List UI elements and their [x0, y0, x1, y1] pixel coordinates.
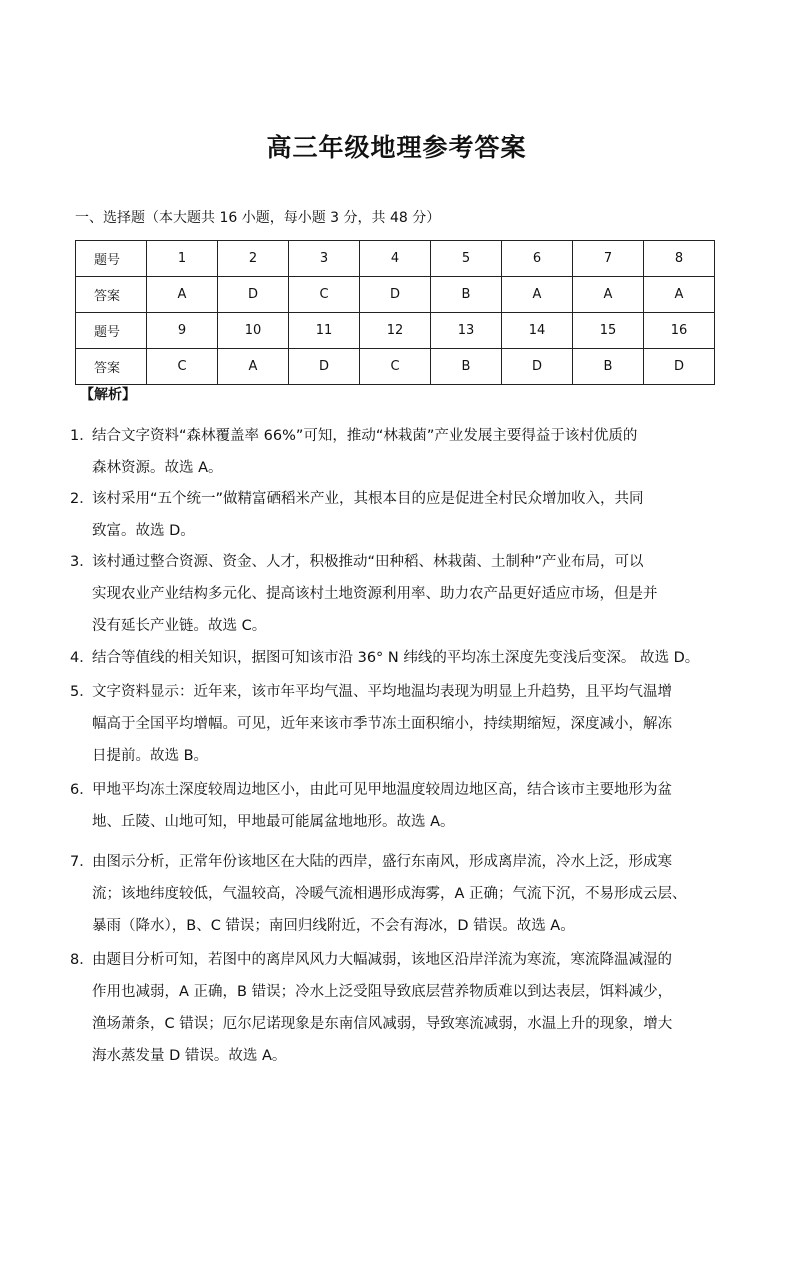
explanation-line: [70, 642, 735, 674]
page-title: 高三年级地理参考答案: [266, 133, 527, 162]
table-cell: 7: [573, 241, 644, 277]
line-text: 由题目分析可知，若图中的离岸风风力大幅减弱，该地区沿岸洋流为寒流，寒流降温减湿的: [92, 952, 672, 968]
line-text: 甲地平均冻土深度较周边地区小，由此可见甲地温度较周边地区高，结合该市主要地形为盆: [92, 782, 672, 798]
item-number: 5．: [70, 684, 94, 700]
item-number: 2．: [70, 491, 94, 507]
line-text: 没有延长产业链。故选 C。: [92, 618, 267, 634]
item-number: 7．: [70, 854, 94, 870]
row-label: 题号: [76, 241, 147, 277]
line-text: 结合等值线的相关知识，据图可知该市沿 36° N 纬线的平均冻土深度先变浅后变深。 故选 D。: [92, 650, 700, 666]
explanation-line: [70, 676, 735, 708]
table-cell: A: [218, 349, 289, 385]
line-text: 致富。故选 D。: [92, 523, 195, 539]
item-number: 6．: [70, 782, 94, 798]
table-row: [76, 277, 715, 313]
line-text: 该村采用“五个统一”做精富硒稻米产业，其根本目的应是促进全村民众增加收入，共同: [92, 491, 644, 507]
explanation-line: [70, 452, 735, 484]
line-text: 由图示分析，正常年份该地区在大陆的西岸，盛行东南风，形成离岸流，冷水上泛，形成寒: [92, 854, 672, 870]
explanation-item: [70, 774, 735, 838]
explanation-line: [70, 774, 735, 806]
table-cell: C: [147, 349, 218, 385]
table-cell: D: [289, 349, 360, 385]
table-cell: 8: [644, 241, 715, 277]
table-cell: 12: [360, 313, 431, 349]
table-cell: 5: [431, 241, 502, 277]
answer-table: [75, 240, 715, 385]
table-cell: C: [289, 277, 360, 313]
section-heading: 一、选择题（本大题共 16 小题，每小题 3 分，共 48 分）: [75, 210, 441, 226]
explanation-line: [70, 1008, 735, 1040]
explanation-item: [70, 546, 735, 642]
table-cell: D: [644, 349, 715, 385]
line-text: 日提前。故选 B。: [92, 748, 209, 764]
table-cell: A: [147, 277, 218, 313]
explanation-line: [70, 610, 735, 642]
table-cell: 1: [147, 241, 218, 277]
table-cell: B: [431, 349, 502, 385]
line-text: 流；该地纬度较低，气温较高，冷暖气流相遇形成海雾，A 正确；气流下沉，不易形成云层、: [92, 886, 687, 902]
explanation-line: [70, 420, 735, 452]
item-number: 1．: [70, 428, 94, 444]
table-cell: 9: [147, 313, 218, 349]
table-cell: A: [502, 277, 573, 313]
table-cell: C: [360, 349, 431, 385]
item-number: 8．: [70, 952, 94, 968]
table-cell: 16: [644, 313, 715, 349]
table-cell: D: [218, 277, 289, 313]
table-cell: 6: [502, 241, 573, 277]
explanation-item: [70, 642, 735, 674]
table-cell: B: [431, 277, 502, 313]
explanation-line: [70, 878, 735, 910]
line-text: 海水蒸发量 D 错误。故选 A。: [92, 1048, 287, 1064]
row-label: 答案: [76, 349, 147, 385]
explanation-line: [70, 515, 735, 547]
explanation-line: [70, 740, 735, 772]
line-text: 森林资源。故选 A。: [92, 460, 223, 476]
table-row: [76, 313, 715, 349]
line-text: 实现农业产业结构多元化、提高该村土地资源利用率、助力农产品更好适应市场，但是并: [92, 586, 658, 602]
table-cell: 4: [360, 241, 431, 277]
row-label: 答案: [76, 277, 147, 313]
explanation-item: [70, 944, 735, 1072]
item-number: 4．: [70, 650, 94, 666]
explanation-line: [70, 483, 735, 515]
explanation-item: [70, 676, 735, 772]
table-cell: A: [573, 277, 644, 313]
line-text: 作用也减弱，A 正确，B 错误；冷水上泛受阻导致底层营养物质难以到达表层，饵料减少，: [92, 984, 673, 1000]
explanation-line: [70, 578, 735, 610]
explanation-line: [70, 910, 735, 942]
line-text: 文字资料显示：近年来，该市年平均气温、平均地温均表现为明显上升趋势，且平均气温增: [92, 684, 672, 700]
explanation-item: [70, 846, 735, 942]
explanation-line: [70, 546, 735, 578]
explanation-line: [70, 1040, 735, 1072]
explanation-line: [70, 944, 735, 976]
table-cell: 15: [573, 313, 644, 349]
line-text: 该村通过整合资源、资金、人才，积极推动“田种稻、林栽菌、土制种”产业布局，可以: [92, 554, 644, 570]
table-cell: 10: [218, 313, 289, 349]
table-cell: 13: [431, 313, 502, 349]
explanation-line: [70, 846, 735, 878]
explanation-item: [70, 483, 735, 547]
line-text: 幅高于全国平均增幅。可见，近年来该市季节冻土面积缩小，持续期缩短，深度减小，解冻: [92, 716, 672, 732]
table-row: [76, 241, 715, 277]
line-text: 地、丘陵、山地可知，甲地最可能属盆地地形。故选 A。: [92, 814, 455, 830]
table-row: [76, 349, 715, 385]
explanation-item: [70, 420, 735, 484]
table-cell: 2: [218, 241, 289, 277]
table-cell: 11: [289, 313, 360, 349]
table-cell: D: [502, 349, 573, 385]
row-label: 题号: [76, 313, 147, 349]
analysis-heading: 【解析】: [80, 387, 136, 403]
explanation-line: [70, 806, 735, 838]
line-text: 渔场萧条，C 错误；厄尔尼诺现象是东南信风减弱，导致寒流减弱，水温上升的现象，增大: [92, 1016, 673, 1032]
explanation-line: [70, 976, 735, 1008]
table-cell: B: [573, 349, 644, 385]
explanation-line: [70, 708, 735, 740]
table-cell: 3: [289, 241, 360, 277]
table-cell: A: [644, 277, 715, 313]
line-text: 结合文字资料“森林覆盖率 66%”可知，推动“林栽菌”产业发展主要得益于该村优质的: [92, 428, 638, 444]
table-cell: D: [360, 277, 431, 313]
line-text: 暴雨（降水），B、C 错误；南回归线附近，不会有海冰，D 错误。故选 A。: [92, 918, 575, 934]
table-cell: 14: [502, 313, 573, 349]
item-number: 3．: [70, 554, 94, 570]
